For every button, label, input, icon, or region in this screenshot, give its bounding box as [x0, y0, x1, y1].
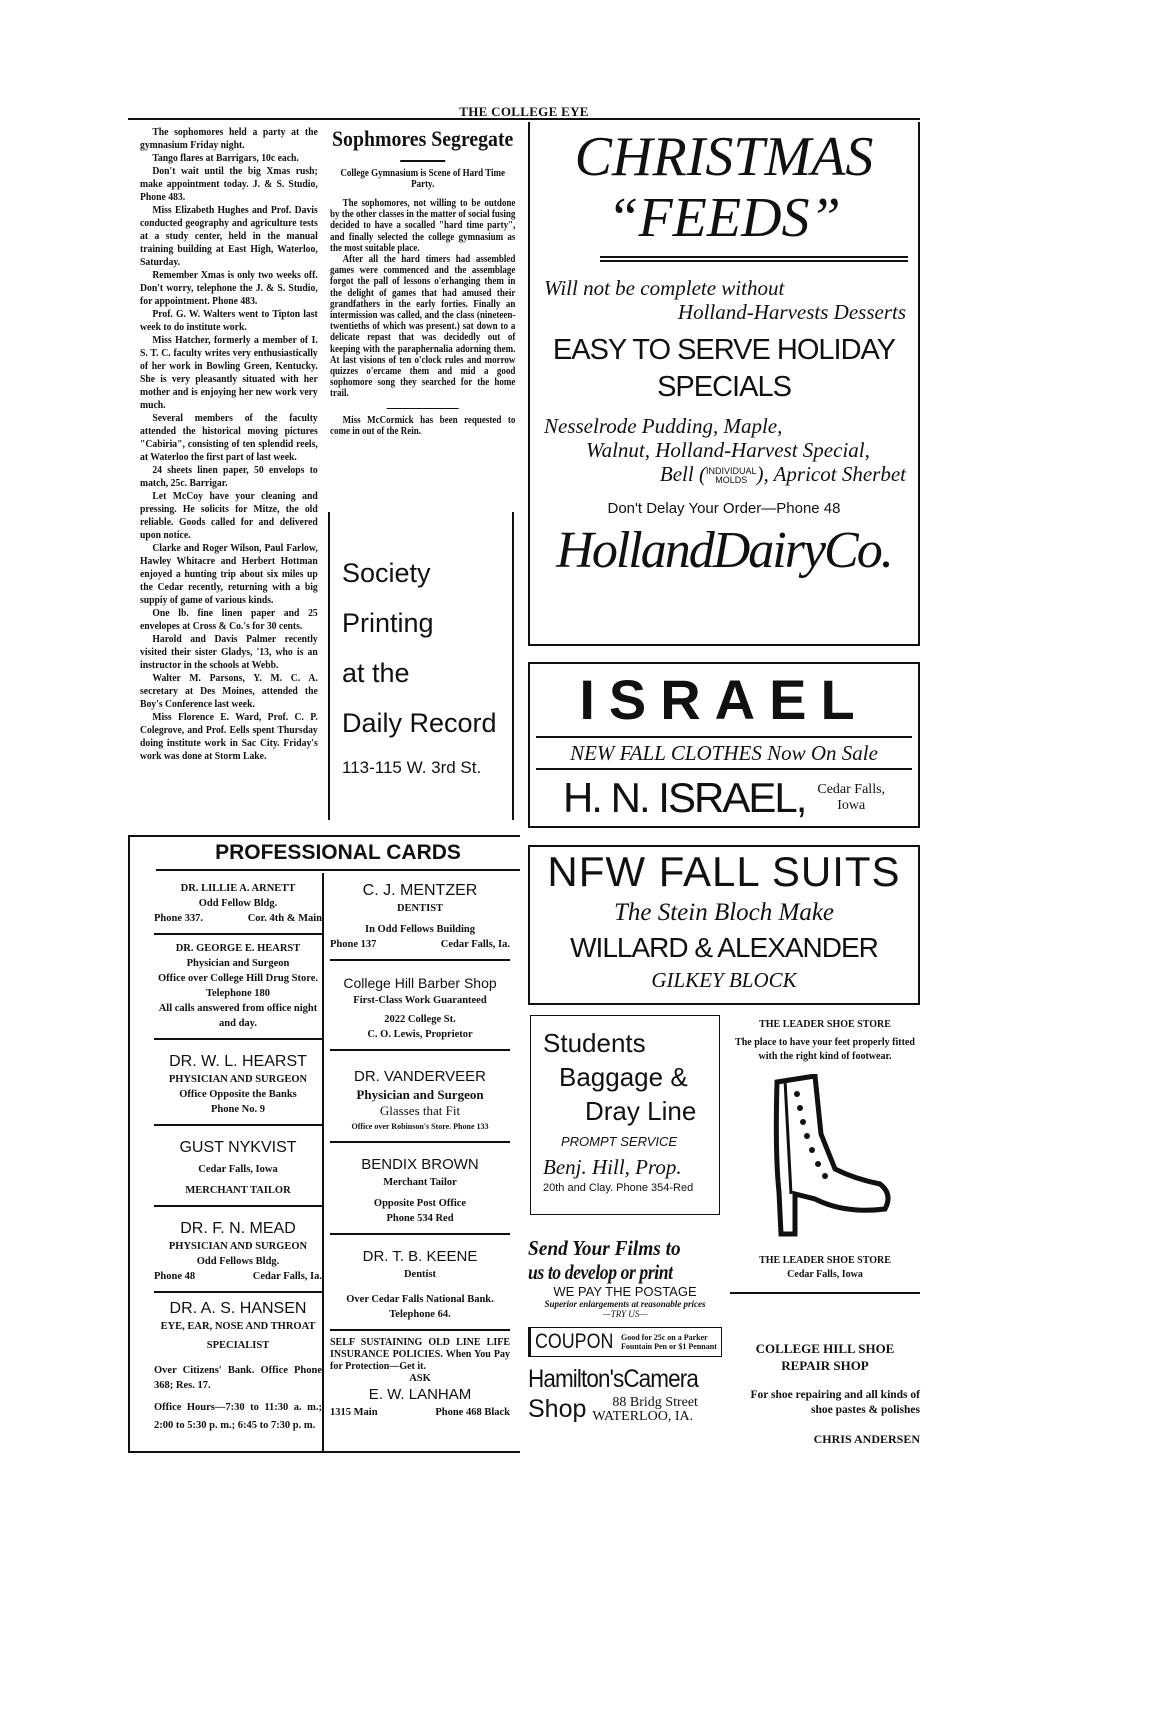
article-subhead: College Gymnasium is Scene of Hard Time Party. [340, 167, 506, 190]
article-note: Miss McCormick has been requested to come in out of the Rein. [330, 415, 516, 438]
card-text: Odd Fellow Bldg. [198, 898, 278, 909]
ad-text: Fountain Pen or $1 Pennant [621, 1342, 717, 1351]
news-item: Several members of the faculty attended the historical moving pictures "Cabiria", consisting of ten splendid reels, at Waterloo the first part of last week. [140, 412, 318, 463]
ad-text: GILKEY BLOCK [651, 968, 797, 992]
card-name: DR. F. N. MEAD [180, 1220, 296, 1237]
card-text: SPECIALIST [206, 1340, 270, 1351]
card-text: PHYSICIAN AND SURGEON [168, 1241, 308, 1252]
shop-name [528, 1365, 722, 1395]
card-text: Office Opposite the Banks [179, 1089, 297, 1100]
ad-text: NEW FALL CLOTHES Now On Sale [536, 736, 912, 770]
ad-heading: NFW FALL SUITS [547, 848, 901, 895]
article-headline: Sophmores Segregate [332, 126, 514, 151]
ad-text: Dray Line [585, 1096, 697, 1126]
card-text: Over Cedar Falls National Bank. [346, 1294, 494, 1305]
ad-text: Don't Delay Your Order—Phone 48 [607, 500, 841, 517]
cards-column-right [330, 875, 510, 1427]
card-name: C. J. MENTZER [362, 882, 478, 899]
card-text: Opposite Post Office [373, 1198, 467, 1209]
society-printing-ad [328, 512, 514, 820]
ad-heading [528, 1260, 722, 1284]
ad-text: WILLARD & ALEXANDER [570, 932, 878, 963]
article-paragraph: The sophomores, not willing to be outdone by the other classes in the matter of social fusing decided to have a socalled "hard time party", and finally selected the college gymnasium as the most suitable place. [330, 197, 516, 254]
ad-line: Society [342, 558, 431, 588]
news-item: The sophomores held a party at the gymnasium Friday night. [140, 126, 318, 151]
card-name: DR. LILLIE A. ARNETT [180, 883, 296, 894]
news-item: Miss Hatcher, formerly a member of I. S. T. C. faculty writes very enthusiastically of her work in Bowling Green, Kentucky. She is very pleasantly situated with her mother and is enjoying her new work very much. [140, 334, 318, 411]
shop-name: Shop [528, 1395, 587, 1423]
news-item: Prof. G. W. Walters went to Tipton last week to do institute work. [140, 308, 318, 333]
news-column [140, 126, 318, 763]
card-text: Glasses that Fit [379, 1103, 461, 1118]
ad-text: 20th and Clay. Phone 354-Red [543, 1182, 694, 1194]
card-text: Physician and Surgeon [186, 958, 290, 969]
card-name: DR. T. B. KEENE [362, 1248, 478, 1265]
ad-text: WE PAY THE POSTAGE [553, 1284, 697, 1299]
card-text: PHYSICIAN AND SURGEON [168, 1074, 308, 1085]
ad-text: Students [543, 1028, 646, 1058]
ad-line: at the [342, 658, 410, 688]
news-item: 24 sheets linen paper, 50 envelops to match, 25c. Barrigar. [140, 464, 318, 489]
card-text: Merchant Tailor [383, 1177, 457, 1188]
news-item: Clarke and Roger Wilson, Paul Farlow, Hawley Whitacre and Herbert Hottman enjoyed a hunting trip about six miles up the Cedar recently, returning with a big suppiy of game of various kinds. [140, 542, 318, 606]
news-item: Remember Xmas is only two weeks off. Don't worry, telephone the J. & S. Studio, for appointment. Phone 483. [140, 269, 318, 307]
card-arnett [154, 875, 322, 935]
card-text: Cedar Falls, Ia. [440, 939, 510, 950]
israel-logo: ISRAEL [579, 668, 869, 731]
card-text: Cor. 4th & Main [247, 913, 322, 924]
suits-ad [528, 845, 920, 1005]
card-row [330, 1405, 510, 1420]
card-hansen [154, 1293, 322, 1442]
card-name: BENDIX BROWN [361, 1156, 479, 1173]
news-item: Miss Florence E. Ward, Prof. C. P. Colegrove, and Prof. Eells spent Thursday doing institute work in Sac City. Friday's work was done at Storm Lake. [140, 711, 318, 762]
card-text: Phone 337. [154, 913, 204, 924]
card-text: Dentist [403, 1269, 437, 1280]
card-text: DENTIST [396, 903, 444, 914]
ad-text: Baggage & [559, 1062, 688, 1092]
card-barber [330, 961, 510, 1051]
ad-line: Daily Record [342, 708, 497, 738]
card-keene [330, 1235, 510, 1331]
professional-cards [128, 835, 520, 1453]
shoe-store-ad [730, 1018, 920, 1294]
ad-text: Cedar Falls, Iowa [787, 1269, 863, 1280]
card-name: DR. A. S. HANSEN [169, 1300, 307, 1317]
news-item: Don't wait until the big Xmas rush; make appointment today. J. & S. Studio, Phone 483. [140, 165, 318, 203]
ad-text: PROMPT SERVICE [561, 1134, 678, 1149]
ad-text: THE LEADER SHOE STORE [759, 1255, 891, 1266]
ad-line: Printing [342, 608, 434, 638]
ad-text: Nesselrode Pudding, Maple, [544, 414, 783, 438]
news-item: Tango flares at Barrigars, 10c each. [152, 152, 299, 164]
ad-text: Superior enlargements at reasonable prices [544, 1299, 706, 1309]
card-text: Over Citizens' Bank. Office Phone 368; Res. 17. [154, 1365, 322, 1391]
card-george-hearst [154, 935, 322, 1040]
ad-text: CHRIS ANDERSEN [813, 1432, 920, 1446]
divider [387, 408, 459, 410]
card-text: In Odd Fellows Building [365, 924, 475, 935]
card-row [154, 1269, 322, 1284]
ad-text: Hamilton'sCamera [528, 1365, 698, 1393]
coupon[interactable] [528, 1327, 722, 1357]
news-item: One lb. fine linen paper and 25 envelopes at Cross & Co.'s for 30 cents. [140, 607, 318, 632]
card-text: Physician and Surgeon [356, 1087, 484, 1102]
molds-label [706, 467, 757, 485]
card-lanham [330, 1331, 510, 1427]
ad-text [530, 462, 906, 486]
ad-text: The place to have your feet properly fitted with the right kind of footwear. [735, 1037, 915, 1062]
article-paragraph: After all the hard timers had assembled games were commenced and the assemblage forgot the pall of lessons o'erhanging them in the delight of games that had amused their grandfathers in the early forties. Finally an intermission was called, and the class (nineteen-twentieths of which was present.) sat down to a delicate repast that was decidedly out of keeping with the paraphernalia adorning them. At last visions of ten o'clock rules and morrow quizzes o'ercame them and mid a good sophomore song they searched for the home trail. [330, 253, 516, 400]
card-row [330, 937, 510, 952]
ad-text: Iowa [837, 798, 866, 813]
card-text: Phone 137 [330, 939, 377, 950]
coupon-text [621, 1333, 717, 1351]
card-text: Telephone 64. [389, 1309, 451, 1320]
ad-heading: COLLEGE HILL SHOE REPAIR SHOP [755, 1341, 895, 1373]
ad-title: “FEEDS” [607, 187, 841, 249]
coupon-label: COUPON [535, 1330, 614, 1353]
news-item: Harold and Davis Palmer recently visited their sister Gladys, '13, who is an instructor in the schools at Webb. [140, 633, 318, 671]
card-text: Phone No. 9 [211, 1104, 265, 1115]
christmas-ad [528, 122, 920, 646]
card-text: Office over College Hill Drug Store. [158, 973, 318, 984]
boot-illustration [755, 1074, 895, 1244]
news-item: Let McCoy have your cleaning and pressing. He solicits for Mitze, the old reliable. Goods called for and delivered upon notice. [140, 490, 318, 541]
ad-text: Send Your Films to [528, 1236, 681, 1260]
ad-text: Bell ( [659, 462, 706, 486]
ad-text: Holland-Harvests Desserts [677, 300, 906, 324]
card-text: 2022 College St. [384, 1014, 456, 1025]
card-text: 1315 Main [330, 1407, 378, 1418]
ad-name: H. N. ISRAEL, [562, 774, 806, 821]
card-text: EYE, EAR, NOSE AND THROAT [160, 1321, 316, 1332]
ad-address: 113-115 W. 3rd St. [342, 758, 482, 777]
ad-heading [528, 1236, 722, 1260]
card-name: E. W. LANHAM [368, 1386, 472, 1403]
ad-text: Walnut, Holland-Harvest Special, [586, 438, 870, 462]
ad-heading: THE LEADER SHOE STORE [759, 1019, 891, 1030]
newspaper-title: THE COLLEGE EYE [459, 104, 589, 119]
news-item: Miss Elizabeth Hughes and Prof. Davis conducted geography and agriculture tests at a study center, held in the manual training building at East High, Waterloo, Saturday. [140, 204, 318, 268]
israel-name-row [530, 774, 918, 822]
ad-text: WATERLOO, IA. [592, 1408, 694, 1424]
card-w-hearst [154, 1040, 322, 1126]
article [330, 124, 515, 437]
ad-text: Good for 25c on a Parker [621, 1333, 708, 1342]
films-ad [528, 1236, 722, 1424]
baggage-ad [530, 1015, 720, 1215]
card-mead [154, 1207, 322, 1293]
ad-title: CHRISTMAS [574, 126, 874, 188]
card-text: Phone 48 [154, 1271, 196, 1282]
section-title: PROFESSIONAL CARDS [156, 837, 520, 871]
shoe-repair-ad [730, 1340, 920, 1447]
ad-text: INDIVIDUAL [705, 466, 757, 477]
card-name: DR. W. L. HEARST [169, 1053, 307, 1070]
shop-address-row [528, 1395, 722, 1424]
card-text: Telephone 180 [205, 988, 271, 999]
divider [400, 160, 445, 162]
card-text: Phone 468 Black [435, 1407, 510, 1418]
news-item: Walter M. Parsons, Y. M. C. A. secretary at Des Moines, attended the Boy's Conference last week. [140, 672, 318, 710]
card-text: Office over Robinson's Store. Phone 133 [351, 1122, 489, 1131]
shop-address [592, 1396, 698, 1424]
card-text: First-Class Work Guaranteed [353, 995, 487, 1006]
card-text: Odd Fellows Bldg. [196, 1256, 280, 1267]
ad-text: Benj. Hill, Prop. [543, 1155, 682, 1179]
ad-text: us to develop or print [528, 1260, 673, 1284]
page-header [128, 104, 920, 120]
ad-heading: SPECIALS [657, 371, 791, 403]
card-text: ASK [409, 1373, 431, 1384]
card-text: C. O. Lewis, Proprietor [367, 1029, 473, 1040]
ad-city [817, 782, 885, 814]
column-divider [322, 873, 324, 1451]
ad-text: The Stein Bloch Make [613, 899, 835, 926]
ad-text: Will not be complete without [544, 276, 785, 300]
ad-text: ), Apricot Sherbet [756, 462, 906, 486]
card-name: DR. GEORGE E. HEARST [175, 943, 301, 954]
ad-text: For shoe repairing and all kinds of shoe pastes & polishes [750, 1389, 920, 1416]
card-text: SELF SUSTAINING OLD LINE LIFE INSURANCE POLICIES. When You Pay for Protection—Get it. [330, 1337, 510, 1372]
israel-ad [528, 662, 920, 828]
card-brown [330, 1143, 510, 1235]
card-nykvist [154, 1126, 322, 1207]
card-name: GUST NYKVIST [179, 1139, 297, 1156]
card-vanderveer [330, 1051, 510, 1143]
cards-column-left [154, 875, 322, 1442]
divider [600, 256, 908, 262]
card-name: College Hill Barber Shop [343, 975, 497, 991]
card-text: Office Hours—7:30 to 11:30 a. m.; 2:00 to 5:30 p. m.; 6:45 to 7:30 p. m. [154, 1402, 322, 1431]
divider [730, 1292, 920, 1294]
card-text: Phone 534 Red [386, 1213, 454, 1224]
card-text: Cedar Falls, Ia. [252, 1271, 322, 1282]
card-mentzer [330, 875, 510, 961]
card-row [154, 911, 322, 926]
company-name: HollandDairyCo. [556, 522, 892, 579]
ad-text: MOLDS [715, 475, 748, 486]
card-text: All calls answered from office night and day. [158, 1003, 318, 1029]
ad-text: Cedar Falls, [817, 782, 886, 797]
card-text: MERCHANT TAILOR [185, 1185, 291, 1196]
card-text: Cedar Falls, Iowa [198, 1164, 278, 1175]
ad-text: —TRY US— [602, 1309, 648, 1319]
ad-heading: EASY TO SERVE HOLIDAY [552, 334, 896, 366]
ad-text: 88 Bridg Street [612, 1394, 698, 1410]
card-name: DR. VANDERVEER [354, 1068, 486, 1085]
